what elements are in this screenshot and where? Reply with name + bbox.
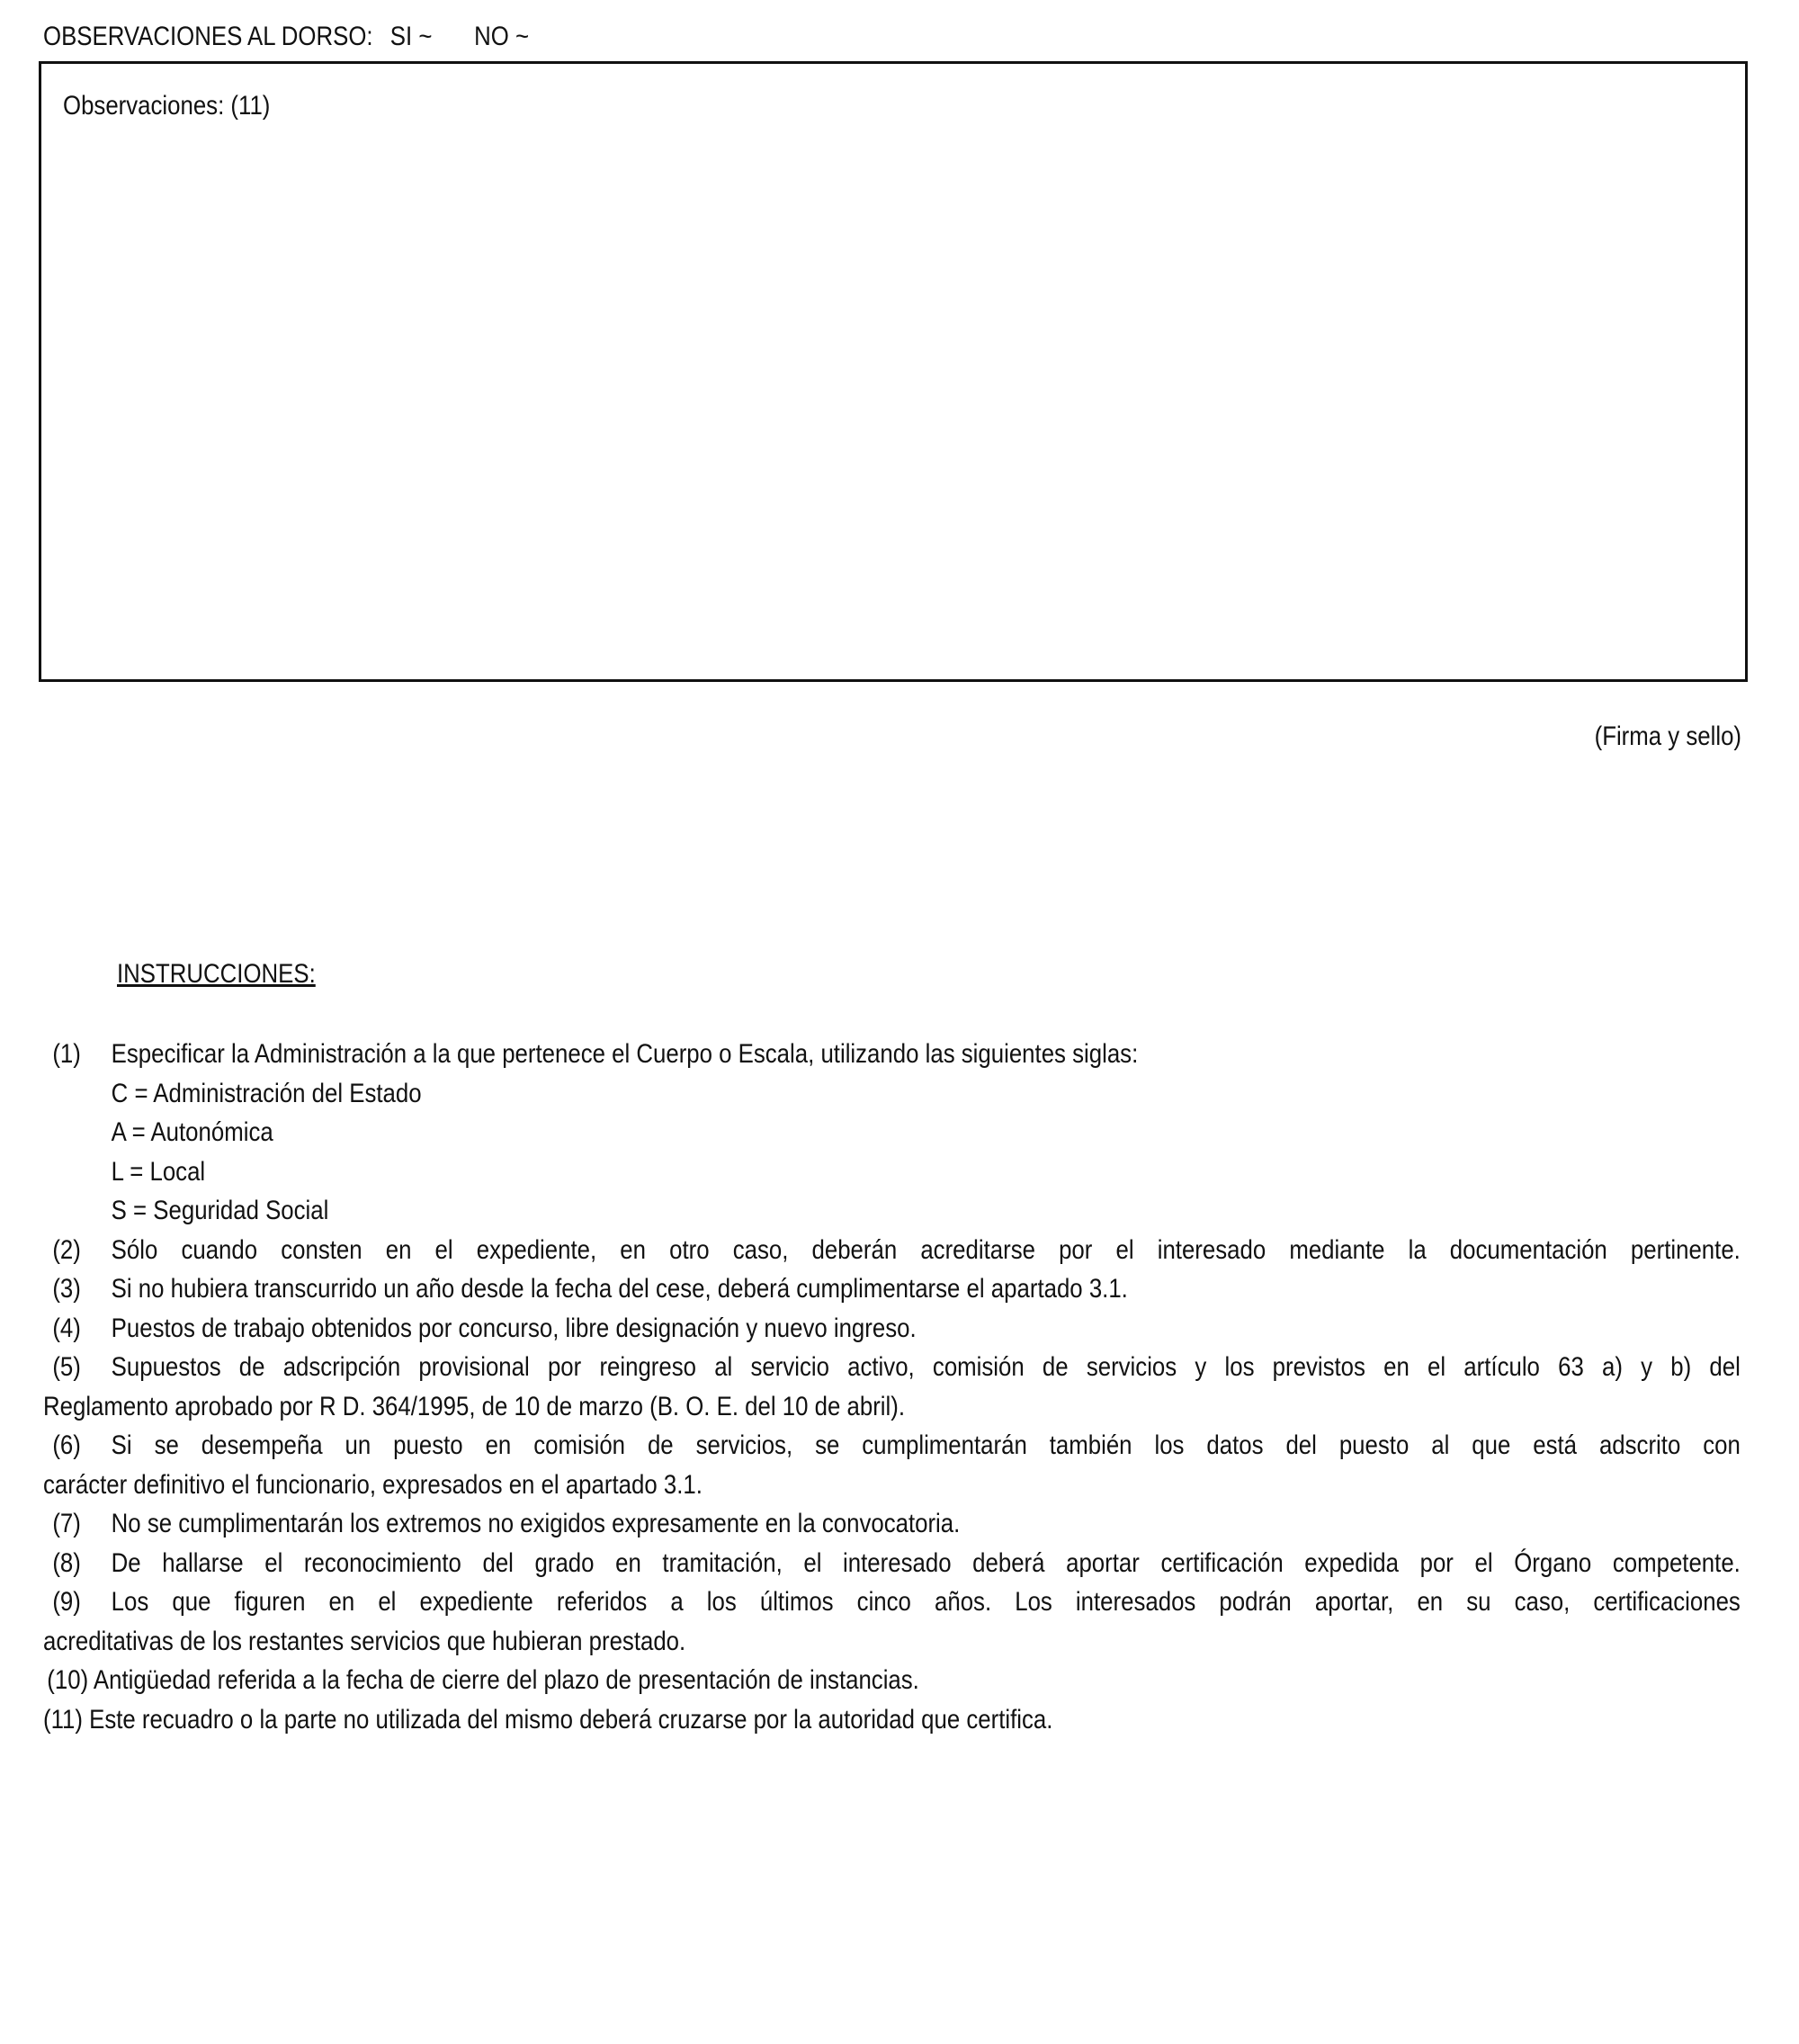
item-number: (4)	[52, 1313, 81, 1343]
instruction-10: (10) Antigüedad referida a la fecha de cierre del plazo de presentación de instancias.	[47, 1665, 919, 1695]
item-text: Si se desempeña un puesto en comisión de servicios, se cumplimentarán también los datos del puesto al que está adscrito con	[111, 1430, 1741, 1460]
instruction-6-cont: carácter definitivo el funcionario, expresados en el apartado 3.1.	[43, 1469, 703, 1500]
item-text: Los que figuren en el expediente referidos a los últimos cinco años. Los interesados podrán aportar, en su caso, certificaciones	[111, 1587, 1741, 1617]
item-number: (6)	[52, 1430, 81, 1460]
item-number: (1)	[52, 1039, 81, 1069]
item-number: (3)	[52, 1274, 81, 1304]
item-number: (7)	[52, 1509, 81, 1538]
no-option[interactable]: NO ~	[474, 22, 530, 51]
item-text: Especificar la Administración a la que pertenece el Cuerpo o Escala, utilizando las siguientes siglas:	[111, 1039, 1139, 1069]
item-text: No se cumplimentarán los extremos no exigidos expresamente en la convocatoria.	[111, 1509, 961, 1538]
instruction-8	[43, 1544, 1741, 1583]
instruction-1	[43, 1035, 1741, 1074]
item-text: Supuestos de adscripción provisional por reingreso al servicio activo, comisión de servicios y los previstos en el artículo 63 a) y b) del	[111, 1352, 1741, 1382]
sigla-l: L = Local	[111, 1156, 206, 1187]
item-text: Puestos de trabajo obtenidos por concurso, libre designación y nuevo ingreso.	[111, 1313, 917, 1343]
item-text: De hallarse el reconocimiento del grado en tramitación, el interesado deberá aportar certificación expedida por el Órgano competente.	[111, 1547, 1741, 1578]
observaciones-al-dorso-line	[43, 22, 540, 52]
instruction-5	[43, 1348, 1741, 1387]
firma-y-sello-label: (Firma y sello)	[1594, 722, 1741, 751]
item-number: (9)	[52, 1587, 81, 1617]
item-number: (8)	[52, 1547, 81, 1578]
instruction-5-cont: Reglamento aprobado por R D. 364/1995, de 10 de marzo (B. O. E. del 10 de abril).	[43, 1391, 906, 1421]
observaciones-box[interactable]	[39, 61, 1748, 682]
sigla-c: C = Administración del Estado	[111, 1078, 422, 1108]
item-number: (5)	[52, 1352, 81, 1382]
instruction-9-cont: acreditativas de los restantes servicios que hubieran prestado.	[43, 1626, 686, 1656]
sigla-a: A = Autonómica	[111, 1117, 273, 1147]
instruction-6	[43, 1426, 1741, 1466]
instructions-list	[43, 1035, 1741, 1739]
dorso-label: OBSERVACIONES AL DORSO:	[43, 22, 373, 51]
item-number: (2)	[52, 1234, 81, 1265]
instruction-7	[43, 1504, 1741, 1544]
instruction-9	[43, 1582, 1741, 1622]
item-text: Sólo cuando consten en el expediente, en otro caso, deberán acreditarse por el interesado mediante la documentación pertinente.	[111, 1234, 1741, 1265]
item-text: Si no hubiera transcurrido un año desde la fecha del cese, deberá cumplimentarse el apartado 3.1.	[111, 1274, 1128, 1304]
instruction-4	[43, 1309, 1741, 1349]
instruction-3	[43, 1269, 1741, 1309]
sigla-s: S = Seguridad Social	[111, 1196, 329, 1225]
instrucciones-title: INSTRUCCIONES:	[117, 959, 316, 989]
instruction-2	[43, 1231, 1741, 1270]
si-option[interactable]: SI ~	[389, 22, 433, 51]
observaciones-label: Observaciones: (11)	[63, 91, 271, 121]
instruction-11: (11) Este recuadro o la parte no utilizada del mismo deberá cruzarse por la autoridad que certifica.	[43, 1704, 1053, 1735]
